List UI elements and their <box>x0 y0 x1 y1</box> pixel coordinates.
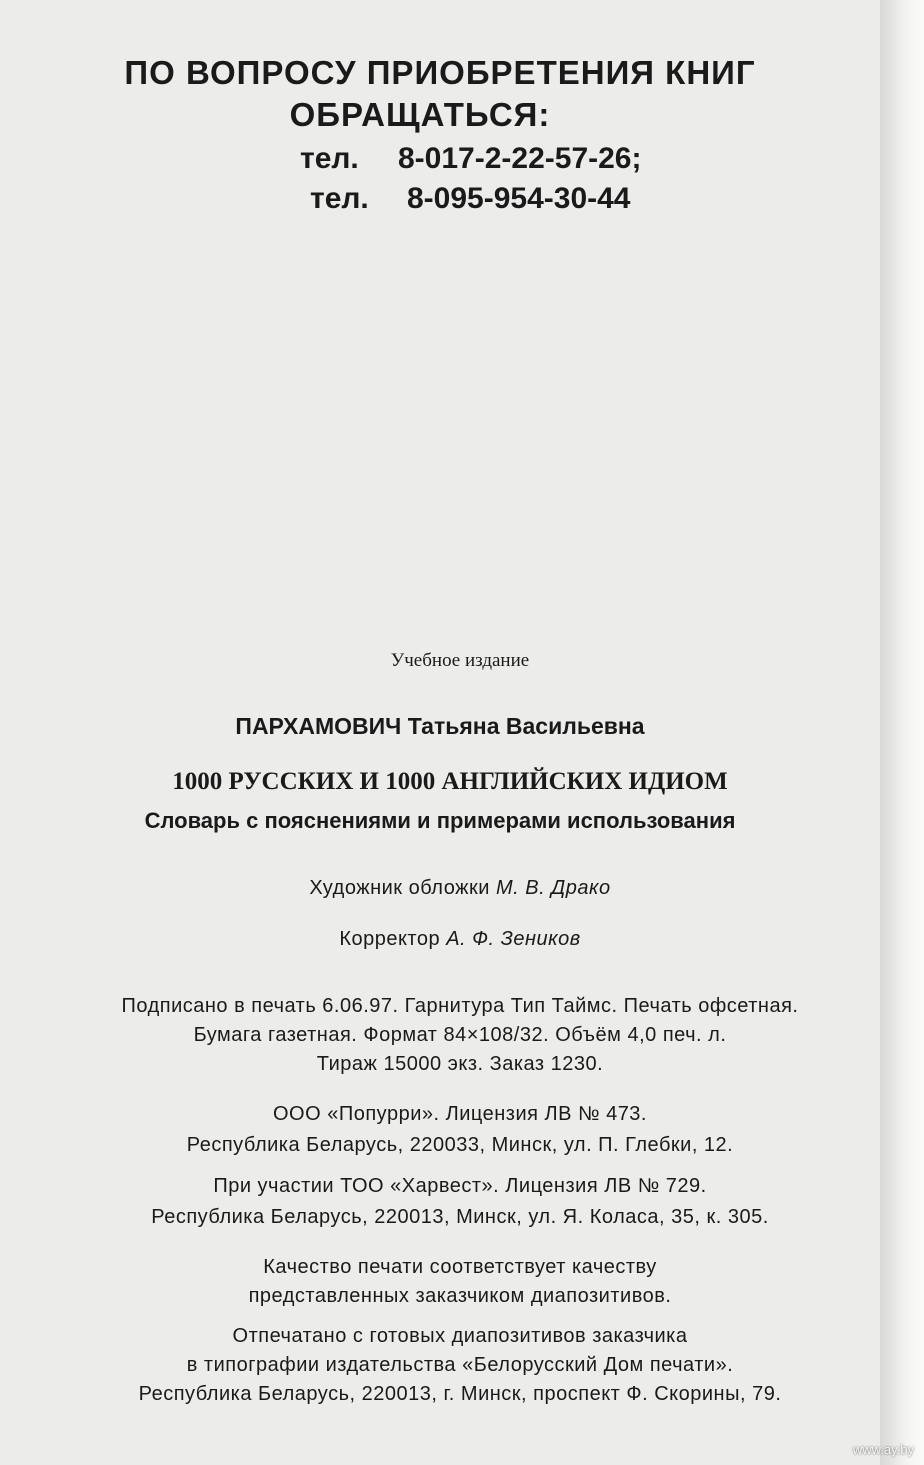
print-info-line: Подписано в печать 6.06.97. Гарнитура Тип Таймс. Печать офсетная. <box>121 995 799 1017</box>
artist-name: М. В. Драко <box>495 877 611 899</box>
print-info-line: Бумага газетная. Формат 84×108/32. Объём 4,0 печ. л. <box>193 1024 727 1046</box>
corrector-label: Корректор <box>339 928 441 950</box>
edition-type: Учебное издание <box>390 650 530 671</box>
author-name: ПАРХАМОВИЧ Татьяна Васильевна <box>235 713 645 739</box>
phone-number-2: 8-095-954-30-44 <box>407 182 631 215</box>
cover-artist <box>20 877 900 900</box>
partner-line: При участии ТОО «Харвест». Лицензия ЛВ № 729. <box>213 1175 707 1197</box>
phone-label-1: тел. <box>300 142 359 175</box>
page-edge <box>880 0 924 1465</box>
book-title: 1000 РУССКИХ И 1000 АНГЛИЙСКИХ ИДИОМ <box>172 768 728 795</box>
book-subtitle: Словарь с пояснениями и примерами использования <box>144 808 736 833</box>
quality-note-line: представленных заказчиком диапозитивов. <box>248 1285 672 1307</box>
phone-number-1: 8-017-2-22-57-26; <box>398 142 642 175</box>
partner-line: Республика Беларусь, 220013, Минск, ул. Я. Коласа, 35, к. 305. <box>151 1206 769 1228</box>
corrector <box>20 928 900 951</box>
printer-line: Республика Беларусь, 220013, г. Минск, проспект Ф. Скорины, 79. <box>138 1383 782 1405</box>
print-info-line: Тираж 15000 экз. Заказ 1230. <box>316 1053 604 1075</box>
header-line-2: ОБРАЩАТЬСЯ: <box>289 96 551 133</box>
corrector-name: А. Ф. Зеников <box>446 928 581 950</box>
publisher-line: Республика Беларусь, 220033, Минск, ул. П. Глебки, 12. <box>186 1134 734 1156</box>
printer-line: Отпечатано с готовых диапозитивов заказчика <box>232 1325 688 1347</box>
phone-label-2: тел. <box>310 182 369 215</box>
quality-note-line: Качество печати соответствует качеству <box>263 1256 657 1278</box>
artist-label: Художник обложки <box>309 877 490 899</box>
printer-line: в типографии издательства «Белорусский Дом печати». <box>186 1354 734 1376</box>
publisher-line: ООО «Попурри». Лицензия ЛВ № 473. <box>273 1103 647 1125</box>
watermark: www.ay.by <box>852 1442 914 1457</box>
header-line-1: ПО ВОПРОСУ ПРИОБРЕТЕНИЯ КНИГ <box>124 54 756 91</box>
